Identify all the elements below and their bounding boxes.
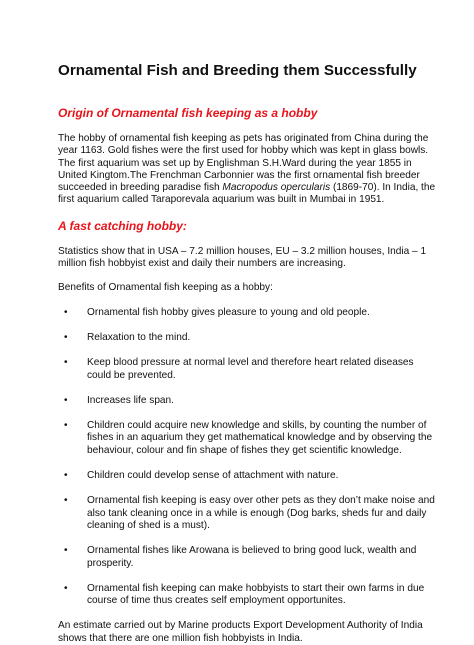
bullet-icon: •	[64, 495, 68, 507]
list-item	[58, 307, 436, 319]
list-item-text: Ornamental fishes like Arowana is believed to bring good luck, wealth and prosperity.	[87, 545, 417, 569]
list-item	[58, 420, 436, 457]
list-item	[58, 495, 436, 532]
bullet-icon: •	[64, 394, 68, 406]
section-heading-fast-catching: A fast catching hobby:	[58, 218, 187, 233]
bullet-icon: •	[64, 582, 68, 594]
statistics-paragraph: Statistics show that in USA – 7.2 million houses, EU – 3.2 million houses, India – 1 million fish hobbyist exist and daily their numbers are increasing.	[58, 245, 427, 270]
closing-paragraph: An estimate carried out by Marine products Export Development Authority of India shows that there are one million fish hobbyists in India.	[58, 620, 423, 644]
list-item-text: Ornamental fish keeping can make hobbyists to start their own farms in due course of time thus creates self employment opportunites.	[87, 582, 425, 607]
list-item	[58, 583, 436, 608]
bullet-icon: •	[64, 357, 68, 369]
benefits-list	[58, 307, 436, 608]
list-item-text: Keep blood pressure at normal level and therefore heart related diseases could be prevented.	[87, 357, 414, 381]
bullet-icon: •	[64, 331, 68, 343]
list-item	[58, 545, 436, 570]
list-item-text: Increases life span.	[87, 394, 174, 406]
document-title: Ornamental Fish and Breeding them Successfully	[58, 62, 417, 79]
list-item	[58, 357, 436, 382]
list-item-text: Children could develop sense of attachment with nature.	[87, 470, 339, 482]
list-item-text: Relaxation to the mind.	[87, 331, 191, 343]
bullet-icon: •	[64, 545, 68, 557]
origin-paragraph-text-2: (1869-70). In India, the first aquarium called Taraporevala aquarium was built in Mumbai in 1951.	[58, 182, 436, 206]
origin-paragraph	[58, 133, 436, 207]
species-name: Macropodus opercularis	[222, 182, 331, 194]
bullet-icon: •	[64, 420, 68, 432]
list-item	[58, 332, 436, 344]
bullet-icon: •	[64, 470, 68, 482]
list-item	[58, 395, 436, 407]
section-heading-origin: Origin of Ornamental fish keeping as a hobby	[58, 106, 318, 120]
list-item-text: Ornamental fish keeping is easy over other pets as they don’t make noise and also tank cleaning once in a while is enough (Dog barks, sheds fur and daily cleaning of shed is a must).	[87, 495, 435, 531]
origin-paragraph-text-1: The hobby of ornamental fish keeping as pets has originated from China during the year 1163. Gold fishes were the first used for hobby which was kept in glass bowls. The first aquarium was set up by Englishman S.H.Ward during the year 1855 in United Kingtom.The Frenchman Carbonnier was the first ornamental fish breeder succeeded in breeding paradise fish	[58, 133, 429, 194]
list-item-text: Children could acquire new knowledge and skills, by counting the number of fishes in an aquarium they get mathematical knowledge and by observing the behaviour, colour and fin shape of fishes they get scientific knowledge.	[87, 420, 433, 456]
bullet-icon: •	[64, 306, 68, 318]
benefits-intro: Benefits of Ornamental fish keeping as a hobby:	[58, 282, 273, 294]
list-item-text: Ornamental fish hobby gives pleasure to young and old people.	[87, 306, 370, 318]
list-item	[58, 470, 436, 482]
